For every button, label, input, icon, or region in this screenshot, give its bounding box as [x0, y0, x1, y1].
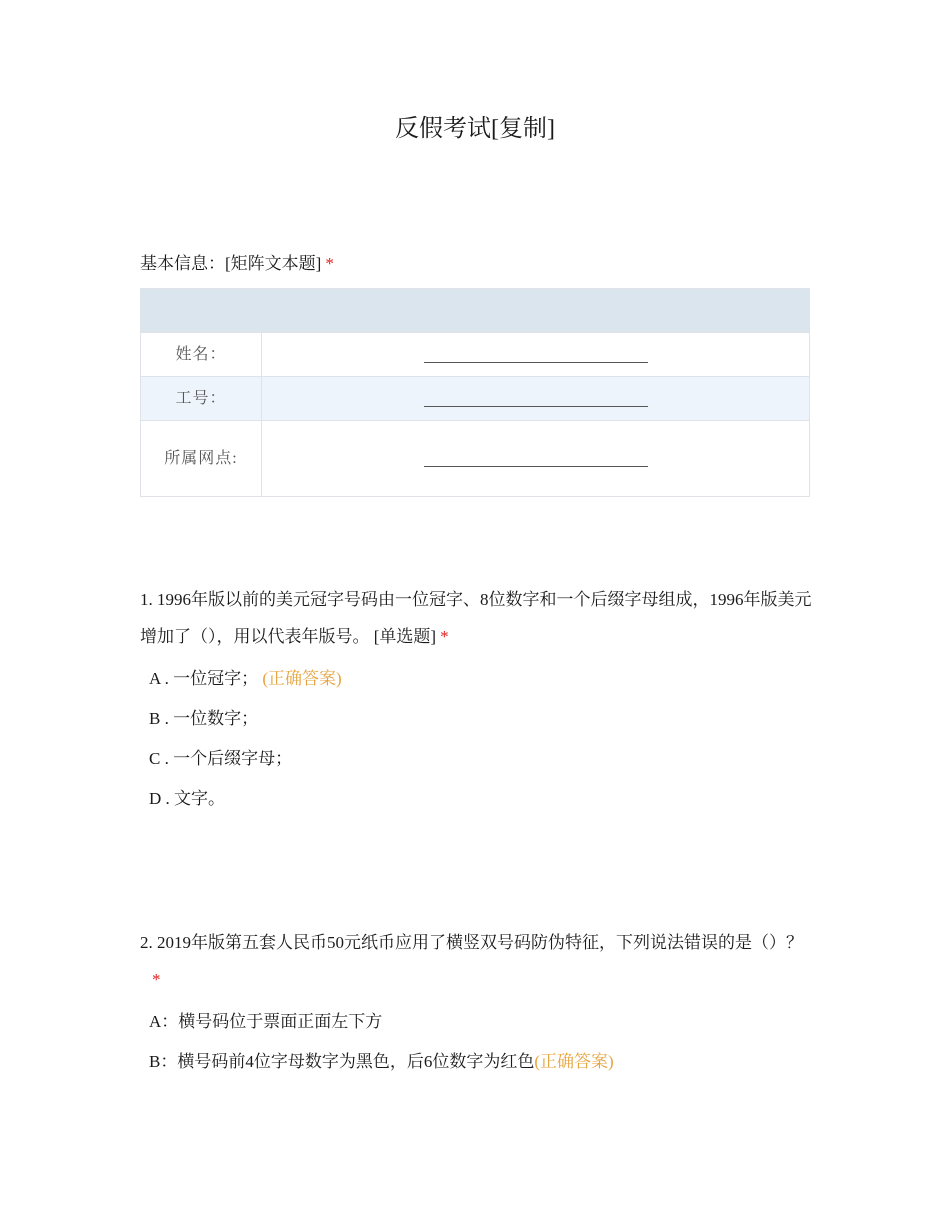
option-b[interactable] — [140, 1042, 812, 1082]
basic-info-table — [140, 288, 810, 497]
required-marker: * — [325, 254, 334, 273]
name-input-cell[interactable] — [262, 333, 810, 377]
table-header-cell — [141, 289, 262, 333]
question-1-stem: 1. 1996年版以前的美元冠字号码由一位冠字、8位数字和一个后缀字母组成，1996年版美元增加了（），用以代表年版号。 [单选题] — [140, 590, 812, 646]
correct-answer-tag: (正确答案) — [262, 669, 342, 688]
employee-id-input-cell[interactable] — [262, 377, 810, 421]
question-1-text — [140, 581, 812, 655]
option-text: B . 一位数字； — [149, 709, 259, 728]
branch-input-cell[interactable] — [262, 421, 810, 497]
basic-info-question — [140, 249, 812, 279]
row-label-employee-id: 工号： — [141, 377, 262, 421]
option-text: A：横号码位于票面正面左下方 — [149, 1012, 383, 1031]
option-b[interactable] — [140, 699, 812, 739]
option-text: D . 文字。 — [149, 789, 226, 808]
table-row-name — [141, 333, 810, 377]
row-label-name: 姓名： — [141, 333, 262, 377]
basic-info-label: 基本信息：[矩阵文本题] — [140, 254, 322, 273]
table-row-employee-id — [141, 377, 810, 421]
question-2-text — [140, 924, 812, 998]
table-row-branch — [141, 421, 810, 497]
option-text: C . 一个后缀字母； — [149, 749, 293, 768]
option-text: A . 一位冠字； — [149, 669, 259, 688]
question-label — [140, 249, 812, 279]
question-1 — [140, 581, 812, 819]
employee-id-input[interactable] — [424, 394, 648, 407]
question-2-options — [140, 1002, 812, 1082]
option-text: B：横号码前4位字母数字为黑色，后6位数字为红色 — [149, 1052, 535, 1071]
table-header-row — [141, 289, 810, 333]
question-2 — [140, 924, 812, 1082]
required-marker: * — [152, 970, 161, 989]
required-marker: * — [440, 627, 449, 646]
option-a[interactable] — [140, 1002, 812, 1042]
correct-answer-tag: (正确答案) — [534, 1052, 614, 1071]
option-a[interactable] — [140, 659, 812, 699]
name-input[interactable] — [424, 350, 648, 363]
option-c[interactable] — [140, 739, 812, 779]
page-title: 反假考试[复制] — [395, 116, 555, 142]
option-d[interactable] — [140, 779, 812, 819]
question-2-stem: 2. 2019年版第五套人民币50元纸币应用了横竖双号码防伪特征，下列说法错误的是（）？ — [140, 933, 803, 952]
table-header-cell — [262, 289, 810, 333]
row-label-branch: 所属网点: — [141, 421, 262, 497]
branch-input[interactable] — [424, 454, 648, 467]
question-1-options — [140, 659, 812, 819]
